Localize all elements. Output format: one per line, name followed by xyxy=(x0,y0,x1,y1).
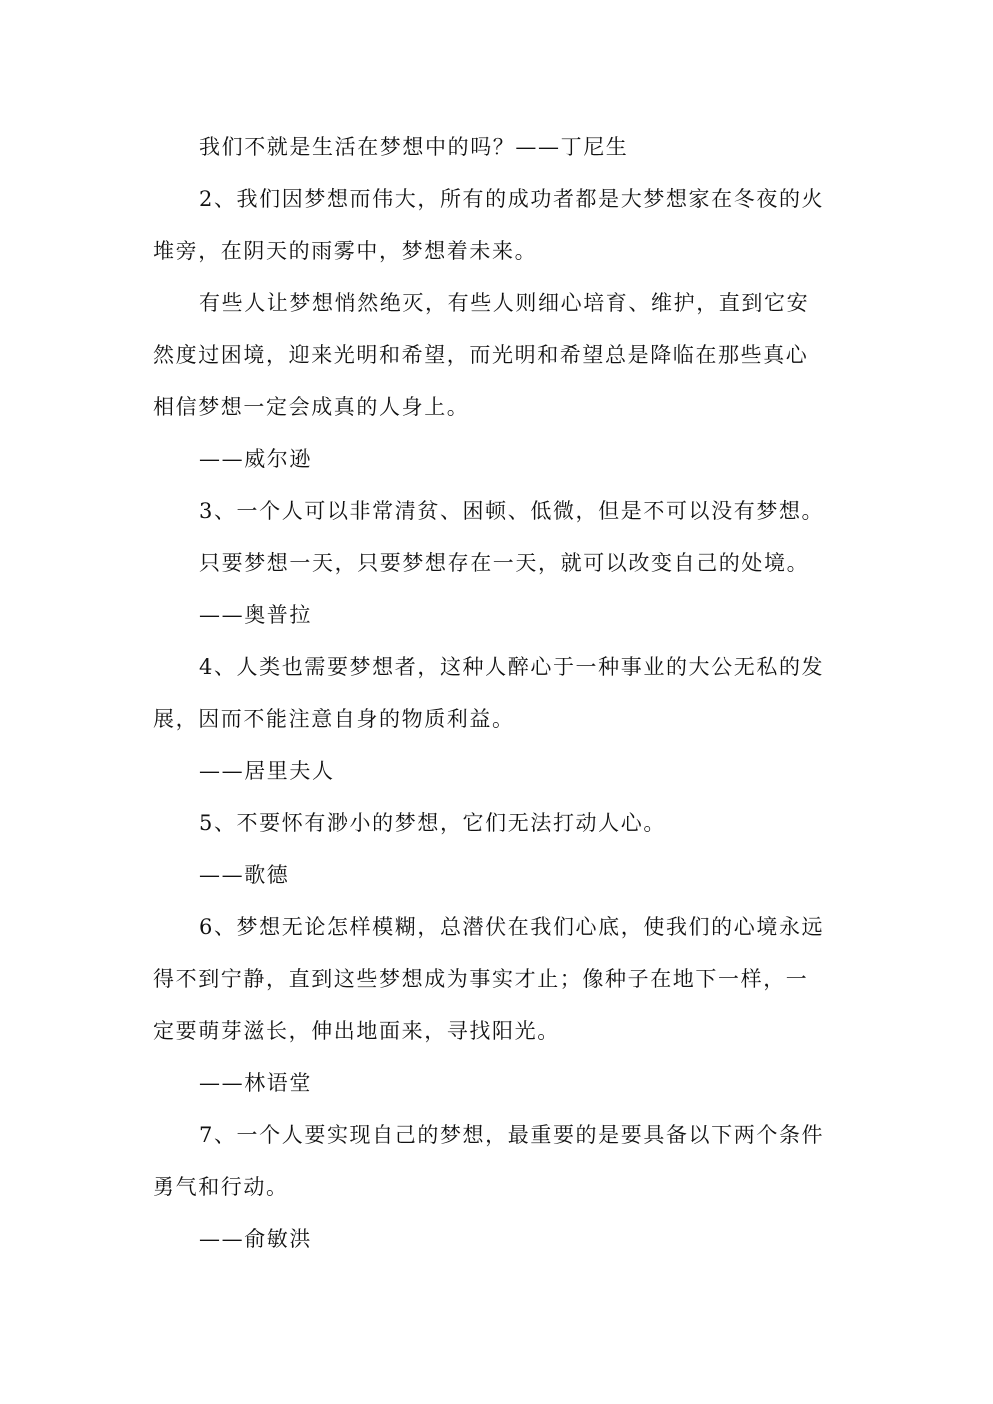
text-line: 然度过困境，迎来光明和希望，而光明和希望总是降临在那些真心 xyxy=(153,343,809,367)
text-line: 2、我们因梦想而伟大，所有的成功者都是大梦想家在冬夜的火 xyxy=(199,187,825,211)
text-line: 只要梦想一天，只要梦想存在一天，就可以改变自己的处境。 xyxy=(199,551,810,575)
text-line: 得不到宁静，直到这些梦想成为事实才止；像种子在地下一样，一 xyxy=(153,967,809,991)
attribution: ——俞敏洪 xyxy=(199,1227,312,1251)
attribution: ——威尔逊 xyxy=(199,447,312,471)
text-line: 展，因而不能注意自身的物质利益。 xyxy=(153,707,515,731)
text-line: 勇气和行动。 xyxy=(153,1175,289,1199)
text-line: 我们不就是生活在梦想中的吗？——丁尼生 xyxy=(199,135,629,159)
text-line: 相信梦想一定会成真的人身上。 xyxy=(153,395,470,419)
text-line: 5、不要怀有渺小的梦想，它们无法打动人心。 xyxy=(199,811,666,835)
attribution: ——奥普拉 xyxy=(199,603,312,627)
text-line: 有些人让梦想悄然绝灭，有些人则细心培育、维护，直到它安 xyxy=(199,291,810,315)
text-line: 定要萌芽滋长，伸出地面来，寻找阳光。 xyxy=(153,1019,560,1043)
attribution: ——林语堂 xyxy=(199,1071,312,1095)
text-line: 7、一个人要实现自己的梦想，最重要的是要具备以下两个条件 xyxy=(199,1123,825,1147)
attribution: ——歌德 xyxy=(199,863,290,887)
text-line: 堆旁，在阴天的雨雾中，梦想着未来。 xyxy=(153,239,538,263)
attribution: ——居里夫人 xyxy=(199,759,335,783)
text-line: 4、人类也需要梦想者，这种人醉心于一种事业的大公无私的发 xyxy=(199,655,825,679)
text-line: 6、梦想无论怎样模糊，总潜伏在我们心底，使我们的心境永远 xyxy=(199,915,825,939)
text-line: 3、一个人可以非常清贫、困顿、低微，但是不可以没有梦想。 xyxy=(199,499,825,523)
